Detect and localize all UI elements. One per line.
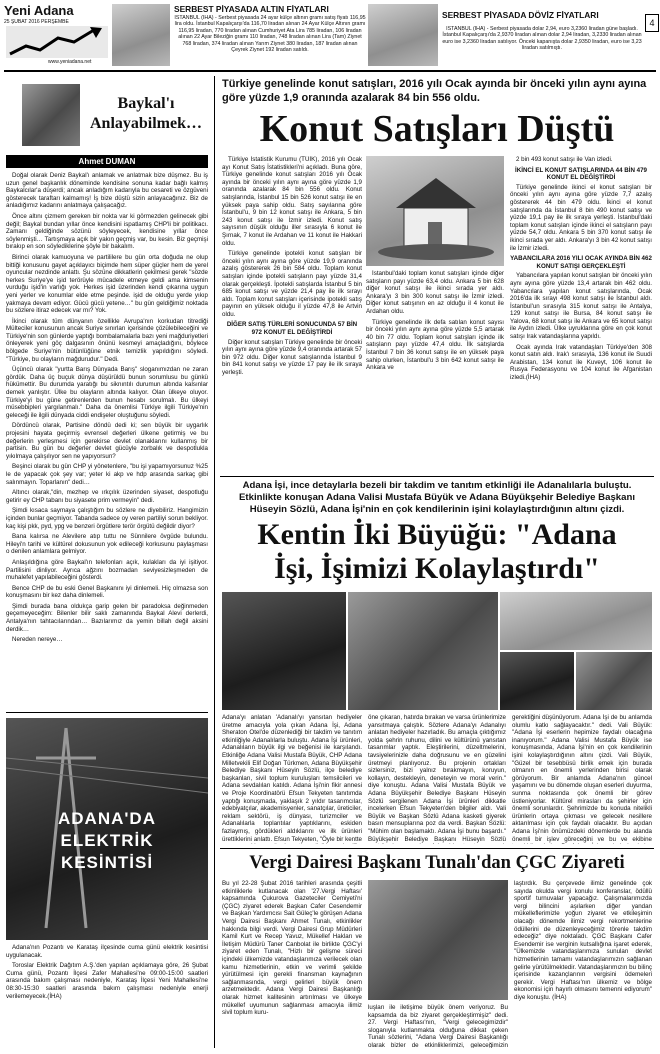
adana-headline-line1: Kentin İki Büyüğü: "Adana	[257, 518, 617, 551]
adana-deck: Adana İşi, ince detaylarla bezeli bir takdim ve tanıtım etkinliği ile Adanalılarla buluştu. Etkinlikte konuşan Adana Valisi Mustafa Büyük ve Adana Büyükşehir Belediye Başkanı Hüseyin Sözlü, Adana İşi'nin en çok kendilerinin işini kolaylaştırdığının altını çizdi.	[239, 480, 635, 515]
visit-photo	[368, 880, 508, 1000]
masthead-date: 25 ŞUBAT 2016 PERŞEMBE	[4, 19, 69, 25]
housing-subheading: DİĞER SATIŞ TÜRLERİ SONUCUNDA 57 BİN 972 KONUT EL DEĞİŞTİRDİ	[226, 321, 358, 337]
masthead	[4, 4, 110, 66]
outage-paragraph: Adana'nın Pozantı ve Karataş ilçesinde cuma günü elektrik kesintisi uygulanacak.	[6, 944, 208, 959]
currency-prices-box	[442, 4, 642, 66]
housing-paragraph: Türkiye genelinde ipotekli konut satışları bir önceki yılın aynı ayına göre yüzde 19,9 oranında azalış göstererek 26 bin 584 oldu. Toplam konut satışları içinde ipotekli satışların payı yüzde 31,4 olarak gerçekleşti. İpotekli satışlarda İstanbul 5 bin 685 konut satışı ve yüzde 21,4 pay ile ilk sırayı aldı. Toplam konut satışları içerisinde ipotekli satış payının en yüksek olduğu il yüzde 47,8 ile Artvin oldu.	[222, 250, 362, 318]
outage-paragraph: Toroslar Elektrik Dağıtım A.Ş.'den yapılan açıklamaya göre, 26 Şubat Cuma günü, Pozantı İlçesi Zafer Mahallesi'ne 09:00-15:00 saatleri arasında bakım çalışması nedeniyle, Karataş İlçesi Yeni Mahallesi'ne 08:30-15:30 saatleri arasında bakım çalışması nedeniyle enerji verilemeyecek.(İHA)	[6, 962, 208, 1000]
outage-photo	[6, 718, 208, 940]
column-paragraph: Anlaşıldığına göre Baykal'ın telefonları açık, kulakları da iyi işitiyor. Partilisini dinliyor. Ayrıca ağzını bozmadan seviyesizleşmeden de muhalefet yapılabileceğini gösterdi.	[6, 558, 208, 582]
left-column-separator	[6, 712, 208, 713]
section-divider	[220, 476, 654, 477]
currency-notes-photo	[368, 4, 438, 66]
masthead-website: www.yeniadana.net	[48, 59, 92, 65]
housing-col2	[366, 270, 504, 472]
column-author: Ahmet DUMAN	[78, 157, 136, 166]
column-paragraph: Bence CHP de bu eski Genel Başkanını iyi dinlemeli. Hiç olmazsa son konuşmasını bir kez daha dinlemeli.	[6, 584, 208, 600]
column-paragraph: Şimdi burada bana oldukça garip gelen bir paradoksa değinmeden geçemeyeceğim: Bilenler bilir saklı zamanında Baykal Alevi derlerdi, Antalya'nın tahtacılarından… Bazılarımız da yemin billah değil aksini derdik…	[6, 602, 208, 633]
housing-deck: Türkiye genelinde konut satışları, 2016 yılı Ocak ayında bir önceki yılın aynı ayına göre yüzde 1,9 oranında azalarak 84 bin 556 oldu.	[222, 78, 647, 104]
gold-prices-text: İSTANBUL (İHA) - Serbest piyasada 24 ayar külçe altının gramı satış fiyatı 116,95 lira oldu. İstanbul Kapalıçarşı'da 116,70 liradan alınan 24 Ayar Külçe Altının gramı 116,95 liradan, 770 liradan alınan Cumhuriyet Ata Lira 785 liradan, 106 liradan alınan 22 Ayar Bileziğin gramı 110 liradan, 748 liradan alınan Lira (Tam) Ziynet 768 liradan, 374 liradan alınan Yarım Ziynet 380 liradan, 187 liradan alınan Çeyrek Ziynet 192 liradan satıldı.	[174, 15, 366, 54]
house-model-photo	[366, 156, 504, 266]
event-photo-4	[500, 652, 574, 710]
section-divider	[220, 848, 654, 849]
column-paragraph: Doğal olarak Deniz Baykal'ı anlamak ve anlatmak bize düşmez. Bu iş uzun genel başkanlık döneminde kendisine sonuna kadar bağlı kalmış Baykalcılar'a düşerdi; ancak anladığım kadarıyla bu cesareti ve özgüveni gösterecek taraftarı kalmamış! İş bize düştü sizin anlayacağınız. Biz de anladığımız kadarını anlatmaya çalışacağız.	[6, 172, 208, 210]
column-title: Baykal'ı Anlayabilmek…	[89, 95, 202, 132]
gold-bars-photo	[112, 4, 170, 66]
masthead-divider	[4, 70, 656, 72]
column-paragraph: Bana kalırsa ne Alevilere atıp tuttu ne Sünnilere övgüde bulundu. Hileyi'n tarihi ve kültürel dokusunun yok edileceği korkusunu paylaşması o denilen anlamlara gelmiyor.	[6, 533, 208, 556]
column-paragraph: Üçüncü olarak "yurtta Barış Dünyada Barış" sloganımızdan ne zaran gördük. Daha üç buçuk dünya düşürüldü bunun sorumlusu bu günkü hükümettir. Bu durumda yaratığı bu siknıntılı durumun altında kalsınlar demek yanlıştır. Ülke bu olayların altında kalıyor. Olan ülkeye oluyor. Türkiye'yi bu güne getirenlerden bunun hesabı sorulmalı. Bu ülkeyi müsebbipleri yargılanmalı." Daha da önemlisi Türkiye ilgili Türkiye'nin geleceği ile ilgili dünyada ciddi endişeler oluştuğunu söyledi.	[6, 366, 208, 419]
column-paragraph: İkinci olarak tüm dünyanın özellikle Avrupa'nın korkudan titrediği Mülteciler konusunun ancak Suriye sınırları içerisinde çözülebileceğini ve Türkiye'nin son günlerde yaptığı bombalamalarla bazı yeni mağduriyetleri önleyerek yeni göç dalgasının önünü kesmeyi amaçladığını, böylece bölgede Suriye'nin bütünlüğüne etnik temizlik yapıldığını söyledi. "Türkiye, bu olayların mağdurudur." Dedi.	[6, 317, 208, 363]
tax-col1: Bu yıl 22-28 Şubat 2016 tarihleri arasında çeşitli etkinliklerle kutlanacak olan '27.Vergi Haftası' kapsamında Çukurova Gazeteciler Cemiyeti'ni (ÇGC) ziyaret ederek Başkan Cafer Cesendemir ve Başkan Yardımcısı Sait Güleç'le görüşen Adana Vergi Dairesi Başkanı Ahmet Tunalı, etkinlikler hakkında bilgi verdi. Vergi Dairesi Grup Müdürleri Kamil Kurt ve Recep Yavuz, Mükellef Hakları ve İletişim Müdürü Taner Canbolat ile birlikte ÇGC'yi ziyaret eden Tunalı, "Hizlı bir gelişme süreci içindeki ülkemizde vatandaşlarımıza verilecek olan kamu hizmetlerinin, etkin ve verimli şekilde yürütülmesi için gerekli finansman kaynağının sağlanmasında, vergi gelirleri büyük önem arzetmektedir. Adana Vergi Dairesi Başkanlığı olarak hizmet kalitesinin artırılması ve ülkeye mükellef uyumunun sağlanması amacıyla ilimiz sivil toplum kuru-	[222, 880, 362, 1017]
columnist-portrait	[22, 84, 80, 146]
column-paragraph: Altıncı olarak,"din, mezhep ve ırkçılık üzerinden siyaset, despotluğu getirir ey CHP tabanı bu siyasete prim vermeyin" dedi.	[6, 489, 208, 504]
outage-body	[6, 944, 208, 1048]
housing-paragraph: Diğer konut satışları Türkiye genelinde bir önceki yılın aynı ayına göre yüzde 9,4 oranında artarak 57 bin 972 oldu. Diğer konut satışlarında İstanbul 9 bin 841 konut satışı ve yüzde 17 pay ile ilk sıraya yerleşti.	[222, 338, 362, 377]
currency-prices-text: İSTANBUL (İHA) - Serbest piyasada dolar 2,94, euro 3,2360 liradan güne başladı. İstanbul Kapalıçarşı'da 2,9370 liradan alınan dolar 2,94 liradan, 3,2330 liradan alınan euro ise 3,2360 liradan satılıyor. Önceki kapanışta dolar 2,9350 liradan, euro ise 3,23 liradan satılmıştı.	[442, 26, 642, 52]
event-photo-3	[500, 592, 652, 650]
housing-paragraph: Türkiye genelinde ikinci el konut satışları bir önceki yılın aynı ayına göre yüzde 7,7 azalış göstererek 44 bin 479 oldu. İkinci el konut satışlarında da İstanbul 8 bin 490 konut satışı ve yüzde 19,1 pay ile ilk sıraya yerleşti. İstanbul'daki toplam konut satışları içinde ikinci el satışların payı yüzde 54,7 oldu. Ankara 5 bin 370 konut satışı ile ikinci sırada yer aldı. Ankara'yı 3 bin 42 konut satışı ile İzmir izledi.	[510, 183, 652, 252]
column-paragraph: Şimdi kısaca saymaya çalıştığım bu sözlere ne diyebiliriz. Hangimizin içinden bunlar geçmiyor. Tabanda sadece oy veren partiliyi sorun bekliyor. kaç kişi pkk, pyd, ypg ve benzeri örgütlere terör örgütü değildir diyor?	[6, 507, 208, 530]
housing-col1	[222, 156, 362, 472]
housing-paragraph: Ocak ayında Irak vatandaşları Türkiye'den 308 konut satın aldı. Irak'ı sırasıyla, 136 konut ile Suudi Arabistan, 134 konut ile Kuveyt, 106 konut ile Rusya Federasyonu ve 104 konut ile Afganistan izledi.(İHA)	[510, 343, 652, 382]
housing-col3	[510, 156, 652, 472]
event-photo-1	[222, 592, 346, 710]
housing-paragraph: Yabancılara yapılan konut satışları bir önceki yılın aynı ayına göre yüzde 13,4 artarak bin 462 oldu. Yabancılara yapılan konut satışlarında, Ocak 2016'da ilk sırayı 498 konut satışı ile İstanbul aldı. İstanbul'un sırasıyla 315 konut satışı ile Antalya, 129 konut satışı ile Bursa, 84 konut satışı ile Yalova, 68 konut satışı ile Ankara ve 65 konut satışı ile Aydın izledi. Ülke uyruklarına göre en çok konut satışı Irak vatandaşlarına yapıldı.	[510, 272, 652, 341]
adana-col2: öne çıkaran, hatırda bırakan ve varsa ürünlerimize yansıtmaya çalıştık. Sözlere Adana'yı Adanalıyı anlatan hediyeler hazırladık. Bu amaçla çıktığımız yolda şehrin ruhunu, dilini ve kültürünü yansıtan tasarımlar yaptık. Eleştirilerini, düzeltmelerini, tavsiyelerinizle daha doğrusunu ve en güzelini üretmeyi planlıyoruz. Bu projenin ortakları sizlersiniz, bizi yalnız bırakmayın, koruyun, kollayın, destekleyin, deneteyin ve moral verin." diye konuştu. Adana Valisi Mustafa Büyük ve Adana Büyükşehir Belediye Başkanı Hüseyin Sözlü sergilenen Adana İşi ürünleri dikkatle incelerken Efsun Tekyeten'den bilgiler aldı. Vali Büyük ve Başkan Sözlü Adana kasketi giyerek basın mensuplarına poz da verdi. Başkan Sözlü: "Mühim olan başlamaktı. Adana İşi bunu başardı." Büyükşehir Belediye Başkanı Hüseyin Sözlü	[368, 714, 506, 843]
tax-col2: luşları ile iletişime büyük önem veriyoruz. Bu kapsamda da biz ziyaret gerçekleştirmişiz" dedi. 27. Vergi Haftası'nın, "Vergi gelecegimizdir" sloganıyla kutlanmakta olduğuna dikkat çeken Tunalı sözlerini, "Adana Vergi Dairesi Başkanlığı olarak bizler de etkinliklerimizi, geleceğimizin	[368, 1004, 508, 1048]
housing-headline: Konut Satışları Düştü	[259, 108, 615, 150]
housing-paragraph: Türkiye genelinde ilk defa satılan konut sayısı bir önceki yılın aynı ayına göre yüzde 5,5 artarak 40 bin 77 oldu. Toplam konut satışları içinde ilk satışların payı yüzde 47,4 oldu. İlk satışlarda İstanbul 7 bin 36 konut satışı ile en yüksek paya sahip olurken, İstanbul'u 3 bin 642 konut satışı ile Ankara ve	[366, 318, 504, 372]
event-photo-2	[348, 592, 498, 710]
housing-subheading: YABANCILARA 2016 YILI OCAK AYINDA BİN 462 KONUT SATIŞI GERÇEKLEŞTİ	[510, 255, 652, 270]
currency-prices-title: SERBEST PİYASADA DÖVİZ FİYATLARI	[442, 10, 599, 20]
vertical-column-rule	[214, 76, 215, 1048]
housing-paragraph: İstanbul'daki toplam konut satışları içinde diğer satışların payı yüzde 63,4 oldu. Ankara 5 bin 628 diğer konut satışı ile ikinci sırada yer aldı. Ankara'yı 3 bin 300 konut satışı ile İzmir izledi. Diğer konut satışının en az olduğu il 4 konut ile Ardahan oldu.	[366, 270, 504, 315]
event-photo-5	[576, 652, 652, 710]
column-paragraph: Nereden nereye…	[12, 636, 63, 644]
adana-headline-line2: İşi, İşimizi Kolaylaştırdı"	[274, 552, 600, 585]
column-paragraph: Birinci olarak kamuoyuna ve partililere bu gün orta doğuda ne olup bittiği konusunu gayet açıklayıcı biçimde hem süper güçler hem de yerel oyuncular nezdinde anlattı. Şu sözüne dikkatlerin çekilmesi gerek "sözde herkes Suriye'ye işid terörüyle mücadele etmeye geldi ama kimsenin vurduğu işid'in varlığı yok. Herkes işid üzerinden kendi çıkarına uygun yeni yerler ve konumlar elde etme peşinde. işid de olduğu yerde yıkıp yakmaya devam ediyor. Gücü gücü yetene…" bu gün geldiğimiz noktada bu sözlere itiraz edecek var mı? Yok.	[6, 253, 208, 315]
column-paragraph: Önce altını çizmem gereken bir nokta var ki görmezden gelinecek gibi değil; Baykal bundan yıllar önce kendisini ispatlamış CHP'li bir politikacı. Zamanı geldiğinde sözünü söyleyecek, kendisine yıllar önce söylenmişti… Tartışmaya açık bir yakın geçmiş var, bu kesin. Biz geçmişi bırakıp en son söylediklerine şöyle bir bakalım.	[6, 212, 208, 251]
page-number: 4	[645, 14, 659, 32]
trend-arrow-icon	[6, 26, 108, 58]
gold-prices-box	[174, 4, 366, 66]
housing-paragraph: Türkiye İstatistik Kurumu (TÜİK), 2016 yılı Ocak ayı Konut Satış İstatistikleri'ni açıkladı. Buna göre, Türkiye genelinde konut satışları 2016 yılı Ocak ayında bir önceki yılın aynı ayına göre yüzde 1,9 oranında azalarak 84 bin 556 oldu. Konut satışlarında, İstanbul 15 bin 526 konut satışı ile en yüksek paya sahip oldu. Satış sayılarına göre İstanbul'u, 9 bin 12 konut satışı ile Ankara, 5 bin 243 konut satışı ile İzmir izledi. Konut satış sayısının düşük olduğu iller sırasıyla 6 konut ile Şırnak, 7 konut ile Ardahan ve 11 konut ile Hakkari oldu.	[222, 156, 362, 247]
column-paragraph: Dördüncü olarak, Partisine döndü dedi ki; sen büyük bir uygarlık projesini hayata geçirmiş evrensel değerleri ülkene getirmiş ve bu değerlerin yerleşmesi için gerekirse devlet olanaklarını kullanmış bir partisin. Bu gün bu değerler devlet gücüyle zorbalık ve despotlukla yıkılmaya çalışılıyor sen ne yapıyorsun?	[6, 422, 208, 460]
adana-col1: Adana'yı anlatan 'Adanalı'yı yansıtan hediyeler üretme amacıyla yola çıkan Adana İşi, Adana Sheraton Otel'de düzenlediği bir takdim ve tanıtım etkinliğiyle Adanalılarla buluştu. Adana İşi ürünleri, Adanalıların büyük ilgi ve beğenisi ile karşılandı. Etkinliğe Adana Valisi Mustafa Büyük, CHP Adana Milletvekili Elif Doğan Türkmen, Adana Büyükşehir Belediye Başkanı Hüseyin Sözlü, ilçe belediye başkanları, sivil toplum kuruluşları temsilcileri ve Adana sevdalıları katıldı. Adana İşi'nin fikir annesi ve Proje Koordinatörü Efsun Tekyeten tanıtımda yaptığı konuşmada, yaklaşık 2 yıldır tasarımcılar, edebiyatçılar, akademisyenler, sanatçılar, üreticiler, reklam sektörü, iş dünyası, turizmciler ve Adanalılarla toplantılar yaptıklarını, eskiden fazlaymış, gördükleri aldıklarını ve ilk ürünleri ürettiklerini anlattı. Efsun Tekyeten, "Öyle bir kentte	[222, 714, 362, 843]
tax-headline: Vergi Dairesi Başkanı Tunalı'dan ÇGC Ziyareti	[249, 853, 625, 873]
gold-prices-title: SERBEST PİYASADA ALTIN FİYATLARI	[174, 4, 329, 14]
adana-col3: gerektiğini düşünüyorum. Adana İşi de bu anlamda olumlu katkı sağlayacaktır." dedi. Vali Büyük: "Adana İşi eserlerin hepimize faydalı olacağına inanıyorum." Adana Valisi Mustafa Büyük ise konuşmasında, Adana İşi'nin en çok kendilerinin işini kolaylaştırdığının altını çizdi. Vali Büyük, "Güzel bir tesebbüsü birlik emek için burada olmanın en önemli yerlerinden birisi olarak görüyorum. Bir anlamda Adana'nın güncel yaşamını ve bu dönemde oluşan eserleri duyurma, sunma noktasında çok önemli bir görev üstleniyorlar. Kültürel mirasları da şehirler için önemli sorunlardır. Şehrimizde bu konuda nitelikli ürünlerin ortaya çıkması ve gelecek nesillere aktarılması için çok faydalı olacaktır. Bu açıdan Adana İşi'nin önümüzdeki dönemlerde bu alanda önemli bir işlev göreceğini ve bu ve ekibine	[512, 714, 652, 843]
outage-title-line1: ADANA'DA	[58, 809, 156, 828]
column-paragraph: Beşinci olarak bu gün CHP yi yönetenlere, "bu işi yapamıyorsunuz %25 le de yapacak çok şey var; yeter ki akp ve hdp arasında sarkaç gibi salınmayın. Toparlanın" dedi…	[6, 463, 208, 486]
house-icon	[366, 156, 504, 266]
column-body	[6, 172, 208, 706]
tax-col3: laştırdık. Bu çerçevede ilimiz genelinde çok sayıda okulda vergi konulu konferanslar, ödüllü sportif turnuvalar yapacağız. Çalışmalarımızda vergi bilincini aşılarken diğer yandan mükelleflerimizle yoğun ziyaret ve etkileşimin olacağı dönemde ilimiz vergi rekortmenlerine ödüllerini de düzenleyeceğimiz törenle takdim edeceğiz" diye noktaladı. ÇGC Başkanı Cafer Esendemir ise verginin kutsallığına işaret ederek, "Ülkemizde vatandaşlarımıza sunulan devlet hizmetlerinin tamamı vatandaşlarımızın sağlanan gelirle yürütülmektedir. Vatandaşlarımızın bu bilinç içerisinde kazançlarının vergisini ödemeleri gerekir. Vergi Haftası'nın ülkemiz ve bölge ekonomisi için hayırlı olmasını temenni ediyorum" diye konuştu. (İHA)	[514, 880, 652, 1001]
masthead-logo: Yeni Adana	[4, 3, 74, 18]
outage-title-line3: KESİNTİSİ	[60, 853, 154, 872]
outage-title-line2: ELEKTRİK	[60, 831, 154, 850]
housing-subheading: İKİNCİ EL KONUT SATIŞLARINDA 44 BİN 479 KONUT EL DEĞİŞTİRDİ	[515, 166, 647, 182]
housing-paragraph: 2 bin 493 konut satışı ile Van izledi.	[516, 156, 613, 163]
